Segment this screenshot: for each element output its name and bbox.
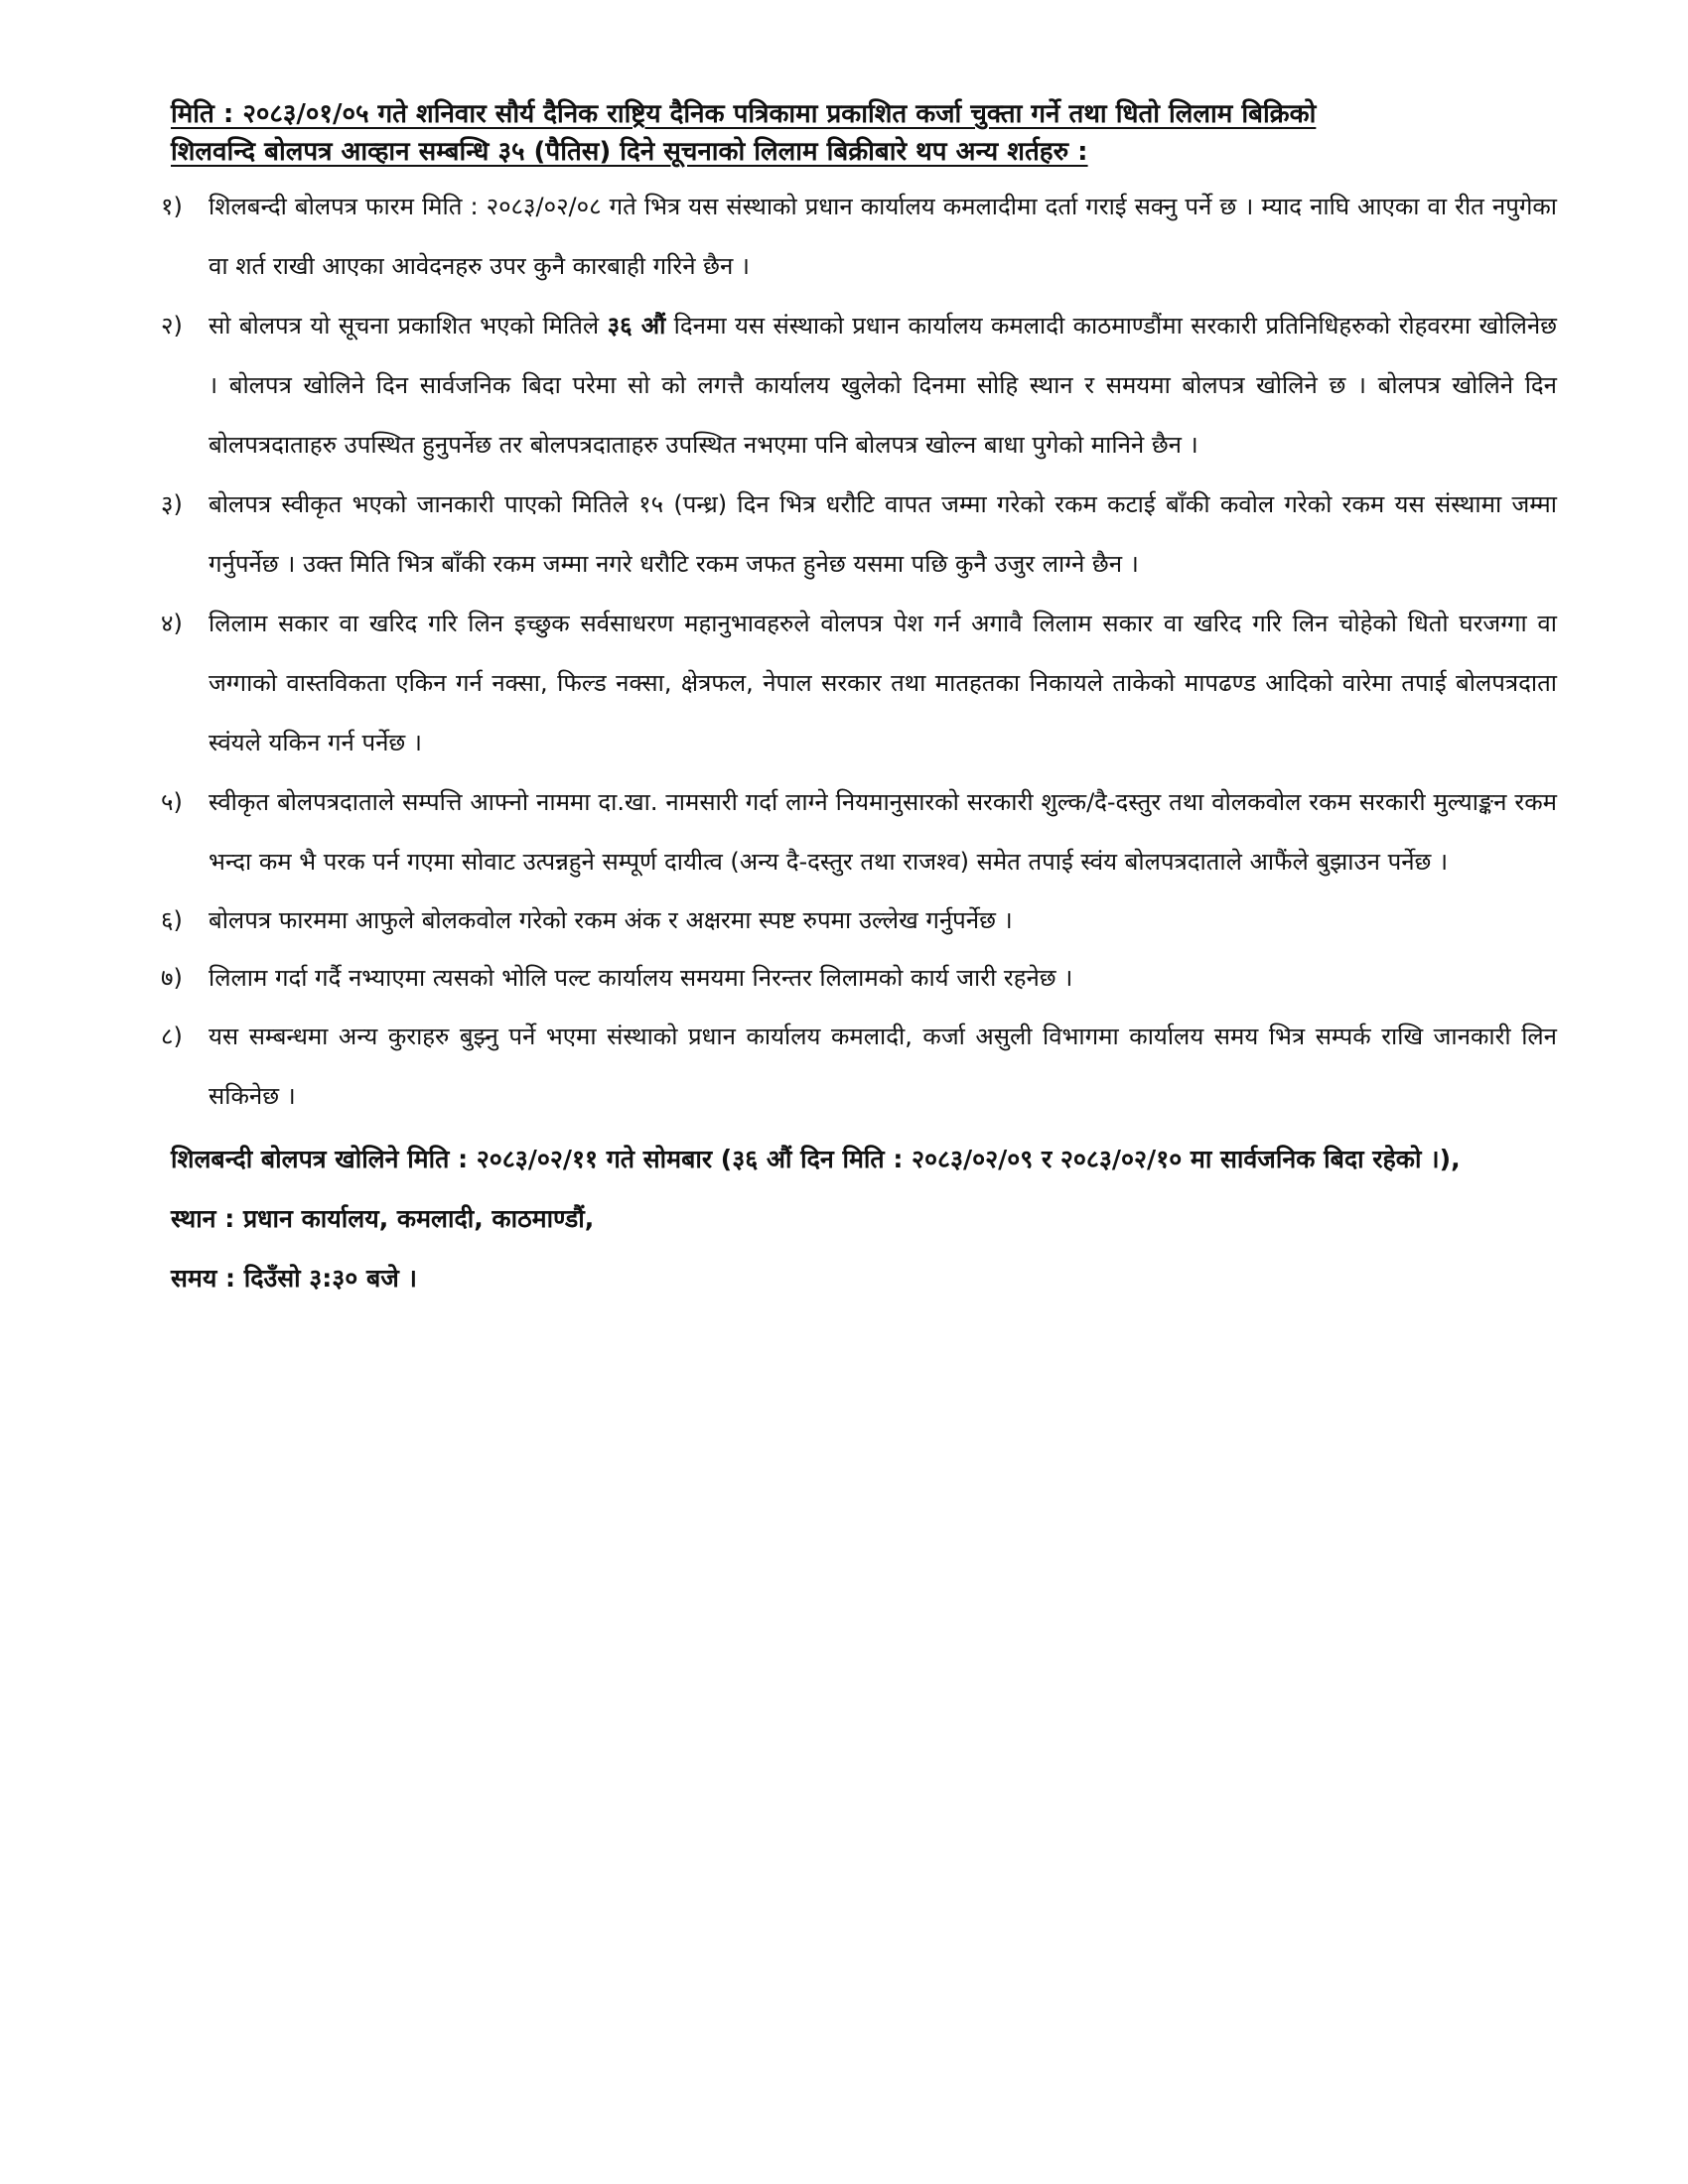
- condition-text-part: दिनमा यस संस्थाको प्रधान कार्यालय कमलादी काठमाण्डौंमा सरकारी प्रतिनिधिहरुको रोहवरमा खोलिनेछ । बोलपत्र खोलिने दिन सार्वजनिक बिदा परेमा सो को लगत्तै कार्यालय खुलेको दिनमा सोहि स्थान र समयमा बोलपत्र खोलिने छ । बोलपत्र खोलिने दिन बोलपत्रदाताहरु उपस्थित हुनुपर्नेछ तर बोलपत्रदाताहरु उपस्थित नभएमा पनि बोलपत्र खोल्न बाधा पुगेको मानिने छैन ।: [209, 312, 1557, 459]
- condition-text-emphasis: ३६ औं: [607, 312, 666, 340]
- condition-text: लिलाम गर्दा गर्दै नभ्याएमा त्यसको भोलि पल्ट कार्यालय समयमा निरन्तर लिलामको कार्य जारी रहनेछ ।: [209, 964, 1073, 992]
- heading-line-2: शिलवन्दि बोलपत्र आव्हान सम्बन्धि ३५ (पैतिस) दिने सूचनाको लिलाम बिक्रीबारे थप अन्य शर्तहरु :: [171, 137, 1088, 167]
- condition-item-7: [161, 949, 1557, 1007]
- condition-item-3: [161, 475, 1557, 594]
- condition-item-4: [161, 594, 1557, 772]
- condition-number: १): [161, 193, 183, 220]
- condition-item-1: [161, 177, 1557, 296]
- condition-number: ३): [161, 490, 183, 518]
- condition-item-5: [161, 772, 1557, 891]
- condition-item-6: [161, 891, 1557, 949]
- condition-text-part: सो बोलपत्र यो सूचना प्रकाशित भएको मितिले: [209, 312, 608, 340]
- condition-text: बोलपत्र स्वीकृत भएको जानकारी पाएको मितिले १५ (पन्ध्र) दिन भित्र धरौटि वापत जम्मा गरेको रकम कटाई बाँकी कवोल गरेको रकम यस संस्थामा जम्मा गर्नुपर्नेछ । उक्त मिति भित्र बाँकी रकम जम्मा नगरे धरौटि रकम जफत हुनेछ यसमा पछि कुनै उजुर लाग्ने छैन ।: [209, 490, 1557, 578]
- opening-location: स्थान : प्रधान कार्यालय, कमलादी, काठमाण्डौं,: [171, 1204, 595, 1233]
- conditions-list: [161, 177, 1557, 1126]
- condition-text: बोलपत्र फारममा आफुले बोलकवोल गरेको रकम अंक र अक्षरमा स्पष्ट रुपमा उल्लेख गर्नुपर्नेछ ।: [209, 906, 1013, 934]
- notice-heading: [171, 95, 1557, 171]
- condition-text: स्वीकृत बोलपत्रदाताले सम्पत्ति आफ्नो नाममा दा.खा. नामसारी गर्दा लाग्ने नियमानुसारको सरकारी शुल्क/दै-दस्तुर तथा वोलकवोल रकम सरकारी मुल्याङ्कन रकम भन्दा कम भै परक पर्न गएमा सोवाट उत्पन्नहुने सम्पूर्ण दायीत्व (अन्य दै-दस्तुर तथा राजश्व) समेत तपाई स्वंय बोलपत्रदाताले आफैंले बुझाउन पर्नेछ ।: [209, 788, 1557, 876]
- condition-number: ४): [161, 610, 183, 637]
- heading-line-1: मिति : २०८३/०१/०५ गते शनिवार सौर्य दैनिक राष्ट्रिय दैनिक पत्रिकामा प्रकाशित कर्जा चुक्ता गर्ने तथा धितो लिलाम बिक्रिको: [171, 99, 1317, 129]
- opening-details: [171, 1130, 1557, 1308]
- condition-number: ५): [161, 788, 183, 816]
- condition-item-8: [161, 1007, 1557, 1126]
- condition-number: ७): [161, 964, 183, 992]
- opening-time: समय : दिउँसो ३:३० बजे ।: [171, 1264, 417, 1293]
- condition-text: शिलबन्दी बोलपत्र फारम मिति : २०८३/०२/०८ गते भित्र यस संस्थाको प्रधान कार्यालय कमलादीमा दर्ता गराई सक्नु पर्ने छ । म्याद नाघि आएका वा रीत नपुगेका वा शर्त राखी आएका आवेदनहरु उपर कुनै कारबाही गरिने छैन ।: [209, 193, 1557, 280]
- notice-page: [161, 95, 1557, 1308]
- condition-number: २): [161, 312, 183, 340]
- condition-text: यस सम्बन्धमा अन्य कुराहरु बुझ्नु पर्ने भएमा संस्थाको प्रधान कार्यालय कमलादी, कर्जा असुली विभागमा कार्यालय समय भित्र सम्पर्क राखि जानकारी लिन सकिनेछ ।: [209, 1023, 1557, 1110]
- condition-text: लिलाम सकार वा खरिद गरि लिन इच्छुक सर्वसाधरण महानुभावहरुले वोलपत्र पेश गर्न अगावै लिलाम सकार वा खरिद गरि लिन चोहेको धितो घरजग्गा वा जग्गाको वास्तविकता एकिन गर्न नक्सा, फिल्ड नक्सा, क्षेत्रफल, नेपाल सरकार तथा मातहतका निकायले ताकेको मापढण्ड आदिको वारेमा तपाई बोलपत्रदाता स्वंयले यकिन गर्न पर्नेछ ।: [209, 610, 1557, 756]
- condition-number: ८): [161, 1023, 183, 1050]
- condition-item-2: [161, 296, 1557, 475]
- opening-date: शिलबन्दी बोलपत्र खोलिने मिति : २०८३/०२/११ गते सोमबार (३६ औं दिन मिति : २०८३/०२/०९ र २०८३/०२/१० मा सार्वजनिक बिदा रहेको ।),: [171, 1145, 1461, 1173]
- condition-number: ६): [161, 906, 183, 934]
